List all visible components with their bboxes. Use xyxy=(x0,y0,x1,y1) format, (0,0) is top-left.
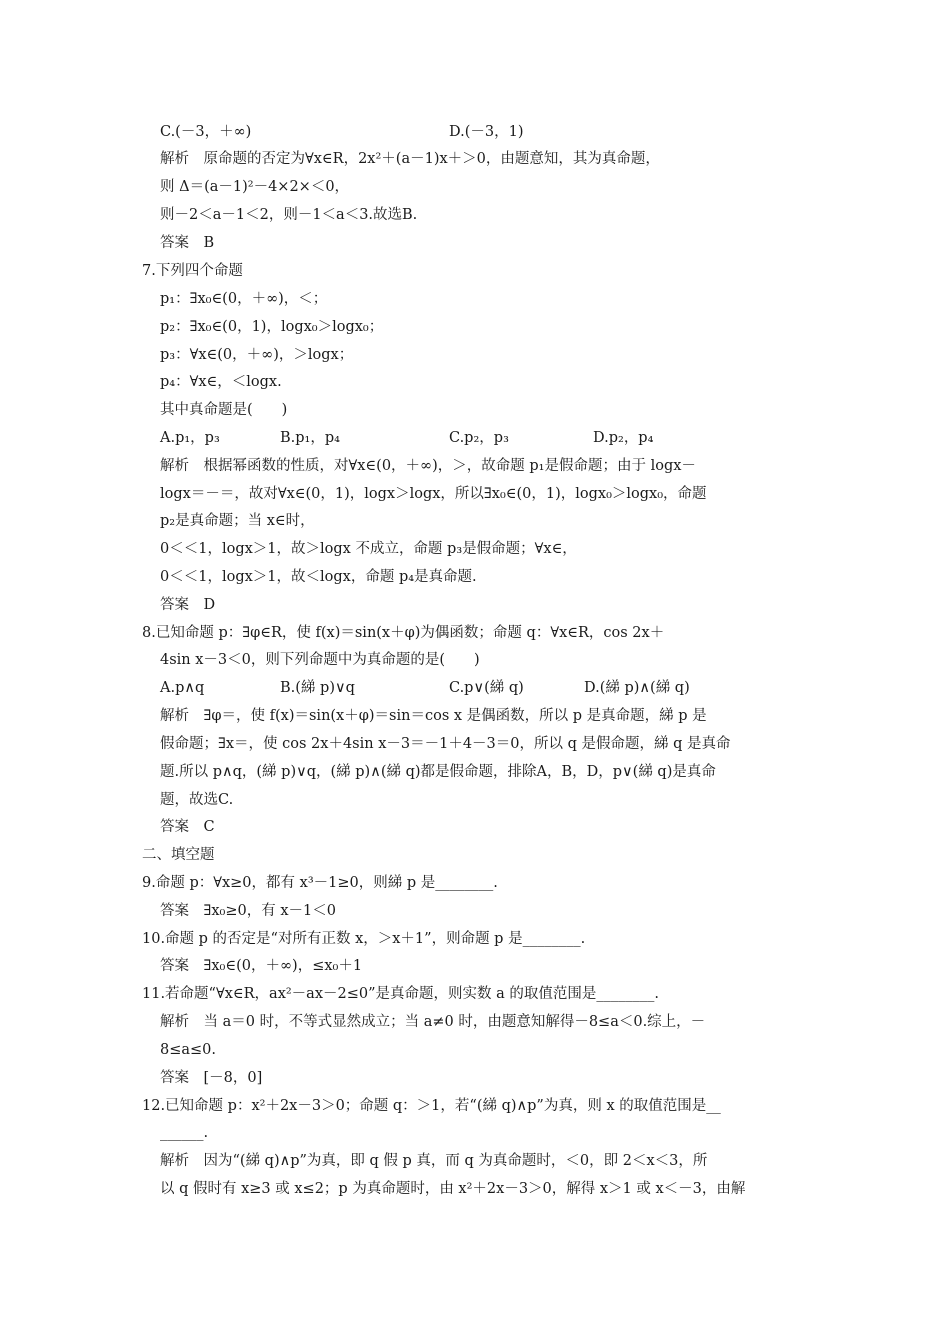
text-line: 0＜＜1，logx＞1，故＜logx，命题 p₄是真命题. xyxy=(160,569,477,585)
text-line: p₄：∀x∈，＜logx. xyxy=(160,374,282,390)
text-line: 假命题；∃x＝，使 cos 2x＋4sin x－3＝－1＋4－3＝0，所以 q 是假命题，綈 q 是真命 xyxy=(160,736,731,752)
answer-line: 答案 D xyxy=(160,597,216,613)
text-line: 8≤a≤0. xyxy=(160,1042,217,1058)
text-line: p₂是真命题；当 x∈时， xyxy=(160,513,315,529)
text-line: 解析 根据幂函数的性质，对∀x∈(0，＋∞)，＞，故命题 p₁是假命题；由于 logx－ xyxy=(160,458,696,474)
q8-option-b: B.(綈 p)∨q xyxy=(280,680,355,696)
question-7: 7.下列四个命题 xyxy=(142,263,243,279)
text-line: p₂：∃x₀∈(0，1)，logx₀＞logx₀； xyxy=(160,319,384,335)
answer-line: 答案 C xyxy=(160,819,215,835)
answer-line: 答案 ∃x₀∈(0，＋∞)，≤x₀＋1 xyxy=(160,958,363,974)
text-line: 则－2＜a－1＜2，则－1＜a＜3.故选B. xyxy=(160,207,418,223)
option-c: C.(－3，＋∞) xyxy=(160,124,252,140)
answer-line: 答案 ∃x₀≥0，有 x－1＜0 xyxy=(160,903,336,919)
answer-line: 答案 B xyxy=(160,235,215,251)
question-10: 10.命题 p 的否定是“对所有正数 x，＞x＋1”，则命题 p 是________. xyxy=(142,931,586,947)
text-line: 解析 ∃φ＝，使 f(x)＝sin(x＋φ)＝sin＝cos x 是偶函数，所以 p 是真命题，綈 p 是 xyxy=(160,708,707,724)
text-line: 解析 原命题的否定为∀x∈R，2x²＋(a－1)x＋＞0，由题意知，其为真命题， xyxy=(160,151,660,167)
option-d: D.(－3，1) xyxy=(449,124,524,140)
text-line: 题，故选C. xyxy=(160,792,234,808)
text-line: 解析 因为“(綈 q)∧p”为真，即 q 假 p 真，而 q 为真命题时，＜0，即 2＜x＜3，所 xyxy=(160,1153,708,1169)
section-heading: 二、填空题 xyxy=(142,847,215,863)
text-line: 解析 当 a＝0 时，不等式显然成立；当 a≠0 时，由题意知解得－8≤a＜0.综上，－ xyxy=(160,1014,706,1030)
answer-line: 答案 [－8，0] xyxy=(160,1070,263,1086)
text-line: p₁：∃x₀∈(0，＋∞)，＜； xyxy=(160,291,328,307)
text-line: 题.所以 p∧q，(綈 p)∨q，(綈 p)∧(綈 q)都是假命题，排除A，B，D，p∨(綈 q)是真命 xyxy=(160,764,716,780)
text-line: 则 Δ＝(a－1)²－4×2×＜0， xyxy=(160,179,350,195)
question-9: 9.命题 p：∀x≥0，都有 x³－1≥0，则綈 p 是________. xyxy=(142,875,498,891)
text-line: ______. xyxy=(160,1125,209,1141)
text-line: 以 q 假时有 x≥3 或 x≤2；p 为真命题时，由 x²＋2x－3＞0，解得 x＞1 或 x＜－3，由解 xyxy=(160,1181,746,1197)
q7-option-d: D.p₂，p₄ xyxy=(593,430,654,446)
question-12: 12.已知命题 p：x²＋2x－3＞0；命题 q：＞1，若“(綈 q)∧p”为真，则 x 的取值范围是__ xyxy=(142,1098,721,1114)
q7-option-c: C.p₂，p₃ xyxy=(449,430,509,446)
question-8: 8.已知命题 p：∃φ∈R，使 f(x)＝sin(x＋φ)为偶函数；命题 q：∀x∈R，cos 2x＋ xyxy=(142,625,665,641)
q8-option-d: D.(綈 p)∧(綈 q) xyxy=(584,680,690,696)
text-line: p₃：∀x∈(0，＋∞)，＞logx； xyxy=(160,347,354,363)
q8-option-c: C.p∨(綈 q) xyxy=(449,680,524,696)
q7-option-b: B.p₁，p₄ xyxy=(280,430,340,446)
q7-option-a: A.p₁，p₃ xyxy=(160,430,220,446)
text-line: 0＜＜1，logx＞1，故＞logx 不成立，命题 p₃是假命题；∀x∈， xyxy=(160,541,577,557)
q8-option-a: A.p∧q xyxy=(160,680,205,696)
text-line: 4sin x－3＜0，则下列命题中为真命题的是( ) xyxy=(160,652,480,668)
text-line: logx＝－＝，故对∀x∈(0，1)，logx＞logx，所以∃x₀∈(0，1)，logx₀＞logx₀，命题 xyxy=(160,486,707,502)
text-line: 其中真命题是( ) xyxy=(160,402,288,418)
question-11: 11.若命题“∀x∈R，ax²－ax－2≤0”是真命题，则实数 a 的取值范围是________. xyxy=(142,986,659,1002)
